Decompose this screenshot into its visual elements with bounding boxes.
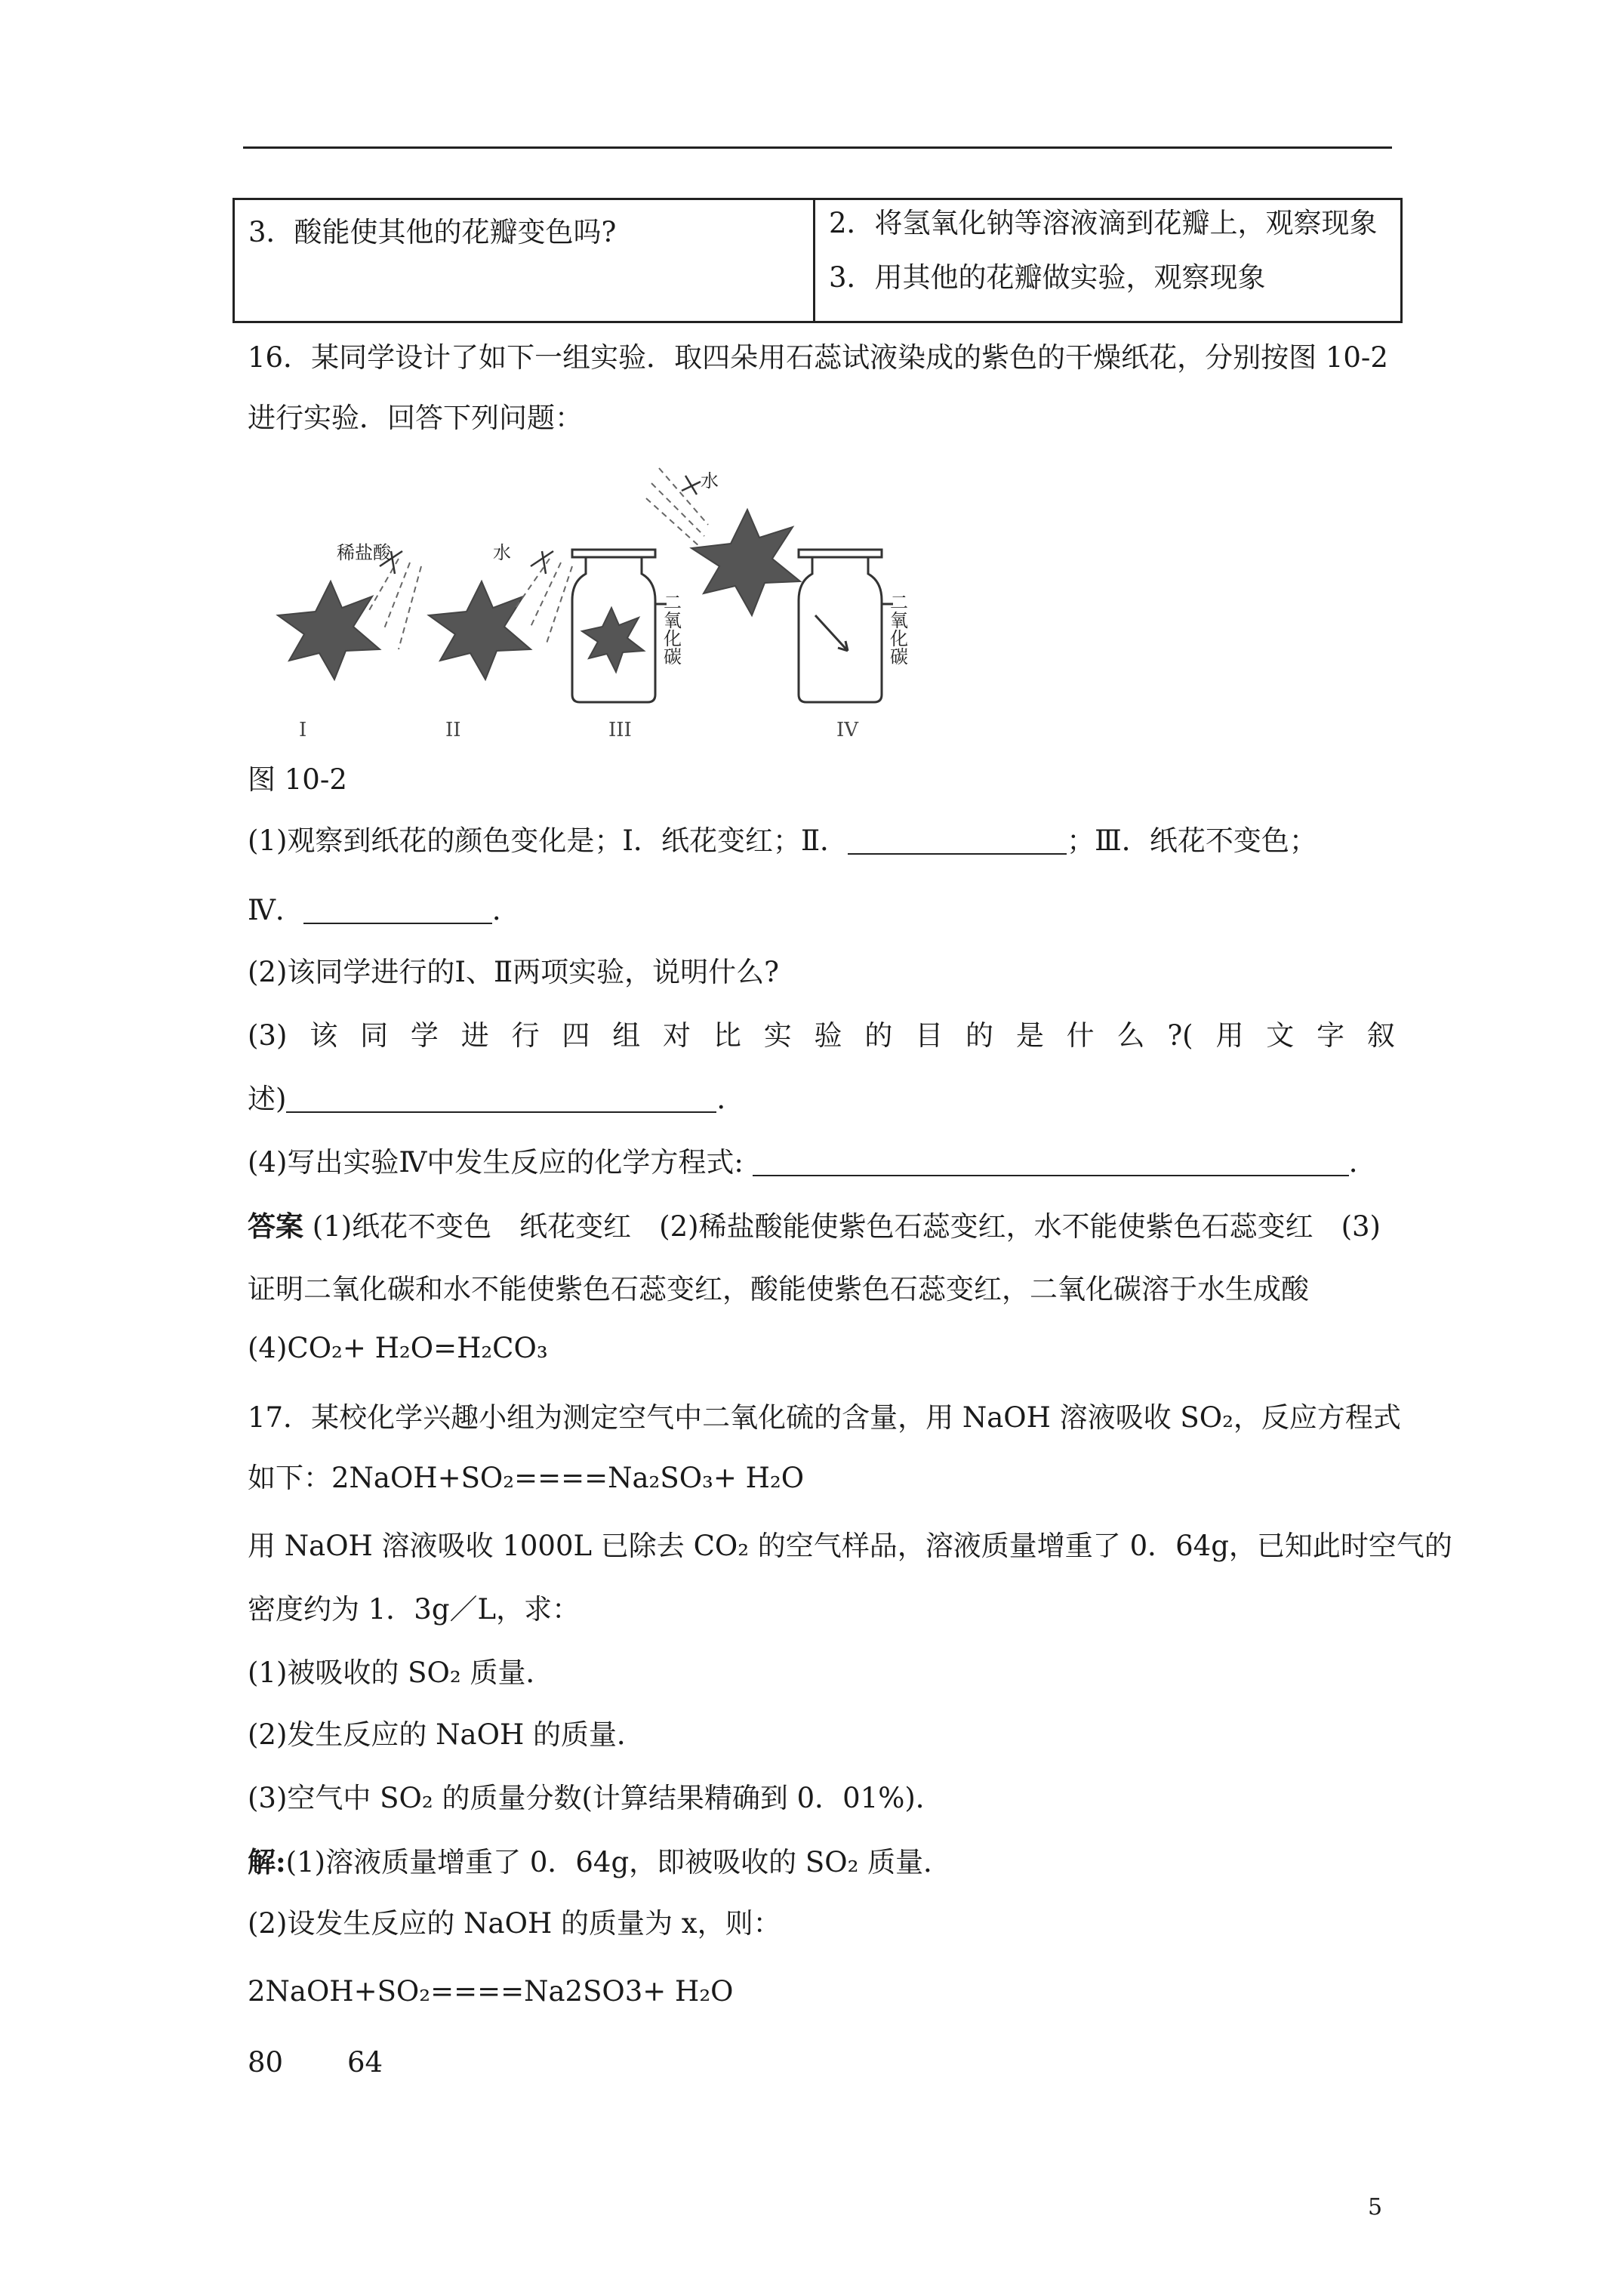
answer-blank[interactable] <box>303 892 492 924</box>
q17-solution1: 解:(1)溶液质量增重了 0．64g，即被吸收的 SO₂ 质量． <box>248 1845 952 1878</box>
q16-part1-cont: Ⅳ． ． <box>248 894 520 926</box>
roman-label: I <box>299 719 307 741</box>
experiment-diagram <box>248 453 972 747</box>
q17-molar-mass: 80 <box>248 2046 284 2079</box>
jar-icon <box>799 557 882 702</box>
q16-part3-cont: 述) ． <box>248 1083 745 1115</box>
q17-line1: 17．某校化学兴趣小组为测定空气中二氧化硫的含量，用 NaOH 溶液吸收 SO₂，反应方程式 <box>248 1401 1401 1434</box>
header-rule <box>243 146 1392 149</box>
label-hcl: 稀盐酸 <box>337 543 391 563</box>
q17-sub3: (3)空气中 SO₂ 的质量分数(计算结果精确到 0．01%)． <box>248 1782 944 1814</box>
figure-10-2 <box>248 453 972 747</box>
paper-flower-icon <box>278 581 380 680</box>
table-cell-method: 2．将氢氧化钠等溶液滴到花瓣上，观察现象 3．用其他的花瓣做实验，观察现象 <box>815 199 1402 322</box>
page-number: 5 <box>1368 2194 1383 2220</box>
q16-answer-line1: 答案 (1)纸花不变色 纸花变红 (2)稀盐酸能使紫色石蕊变红，水不能使紫色石蕊变红 (3) <box>248 1210 1381 1243</box>
previous-question-table <box>233 198 1403 323</box>
label-water: 水 <box>701 471 719 492</box>
roman-label: IV <box>836 719 859 741</box>
roman-label: II <box>445 719 461 741</box>
paper-flower-icon <box>429 581 531 680</box>
q17-solution-equation: 2NaOH+SO₂====Na2SO3+ H₂O <box>248 1975 734 2008</box>
q16-part3: (3) 该 同 学 进 行 四 组 对 比 实 验 的 目 的 是 什 么 ?( 用 文 字 叙 <box>248 1019 1395 1052</box>
q17-sub2: (2)发生反应的 NaOH 的质量． <box>248 1718 645 1751</box>
q16-line2: 进行实验．回答下列问题： <box>248 402 583 434</box>
q17-line3: 用 NaOH 溶液吸收 1000L 已除去 CO₂ 的空气样品，溶液质量增重了 0．64g，已知此时空气的 <box>248 1530 1452 1562</box>
label-co2: 二氧化碳 <box>886 593 907 665</box>
answer-blank[interactable] <box>848 823 1067 855</box>
answer-blank[interactable] <box>753 1145 1349 1176</box>
paper-flower-icon <box>582 608 644 672</box>
q17-sub1: (1)被吸收的 SO₂ 质量． <box>248 1657 554 1689</box>
q16-line1: 16．某同学设计了如下一组实验．取四朵用石蕊试液染成的紫色的干燥纸花，分别按图 10-2 <box>248 341 1388 374</box>
label-co2: 二氧化碳 <box>660 593 681 665</box>
answer-blank[interactable] <box>286 1081 716 1113</box>
paper-flower-icon <box>691 510 800 615</box>
q17-molar-mass: 64 <box>347 2046 383 2079</box>
table-cell-question: 3．酸能使其他的花瓣变色吗? <box>234 199 815 322</box>
q17-solution2: (2)设发生反应的 NaOH 的质量为 x，则： <box>248 1907 781 1940</box>
q16-part2: (2)该同学进行的Ⅰ、Ⅱ两项实验，说明什么? <box>248 956 780 988</box>
figure-caption: 图 10-2 <box>248 763 347 796</box>
roman-label: III <box>608 719 632 741</box>
q16-part1: (1)观察到纸花的颜色变化是；Ⅰ．纸花变红；Ⅱ． ；Ⅲ．纸花不变色； <box>248 824 1317 857</box>
label-water: 水 <box>493 543 511 563</box>
q16-answer-line3: (4)CO₂+ H₂O=H₂CO₃ <box>248 1332 548 1364</box>
q16-answer-line2: 证明二氧化碳和水不能使紫色石蕊变红，酸能使紫色石蕊变红，二氧化碳溶于水生成酸 <box>248 1273 1309 1305</box>
q17-line4: 密度约为 1．3g／L，求： <box>248 1593 581 1626</box>
q17-line2: 如下：2NaOH+SO₂====Na₂SO₃+ H₂O <box>248 1462 805 1494</box>
q16-part4: (4)写出实验Ⅳ中发生反应的化学方程式: ． <box>248 1146 1377 1179</box>
